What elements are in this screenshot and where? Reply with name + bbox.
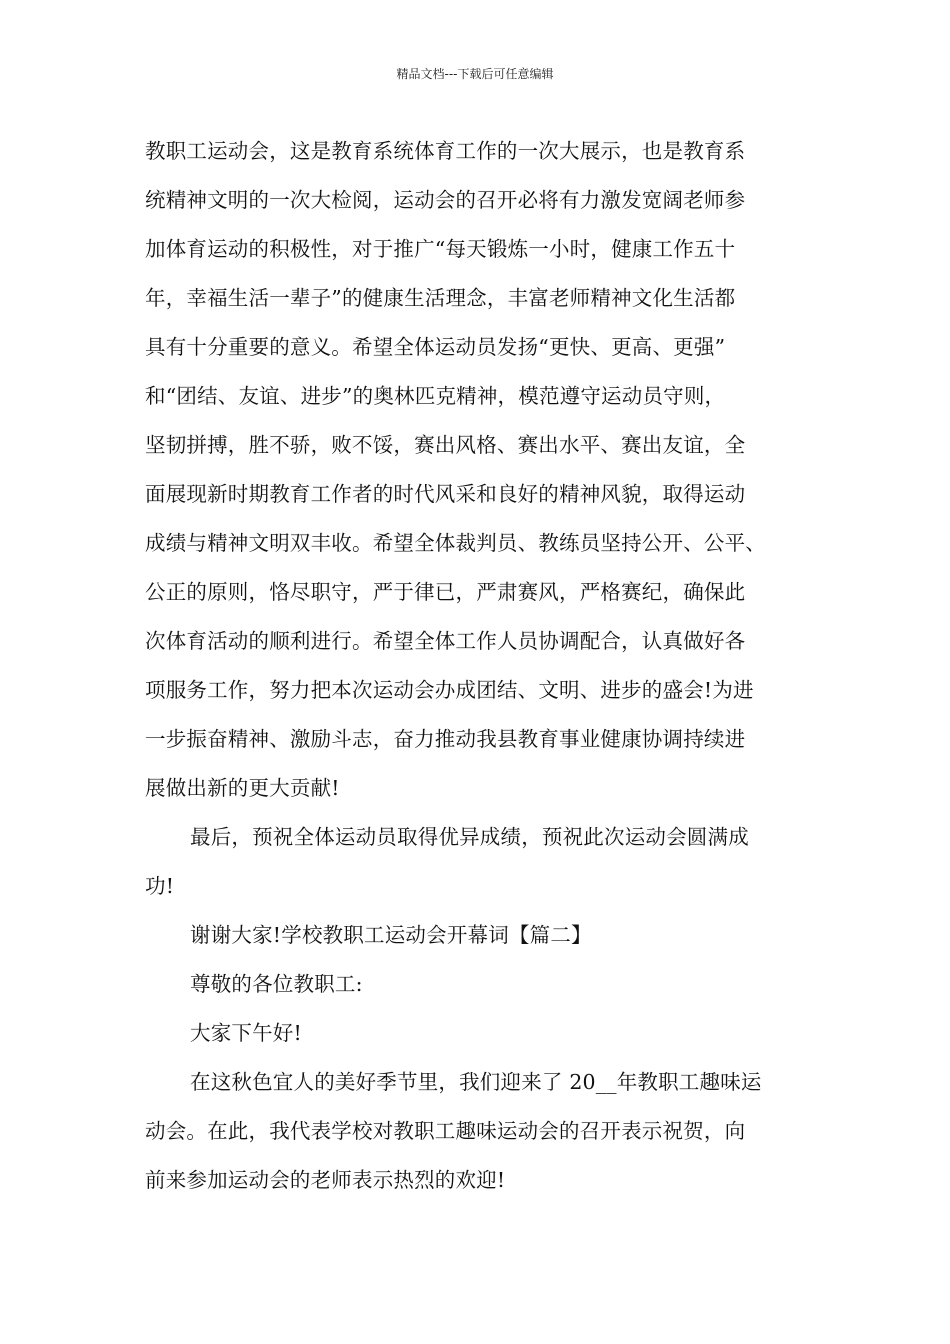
text-line: 教职工运动会，这是教育系统体育工作的一次大展示，也是教育系 bbox=[145, 139, 746, 163]
text-line: 次体育活动的顺利进行。希望全体工作人员协调配合，认真做好各 bbox=[145, 629, 746, 653]
text-line: 和“团结、友谊、进步”的奥林匹克精神，模范遵守运动员守则， bbox=[145, 384, 726, 408]
text-line: 最后，预祝全体运动员取得优异成绩，预祝此次运动会圆满成 bbox=[190, 825, 749, 849]
text-line: 具有十分重要的意义。希望全体运动员发扬“更快、更高、更强” bbox=[145, 335, 726, 359]
section-heading: 谢谢大家!学校教职工运动会开幕词【篇二】 bbox=[190, 923, 592, 947]
text-line: 在这秋色宜人的美好季节里，我们迎来了 20__年教职工趣味运 bbox=[190, 1070, 762, 1094]
salutation: 尊敬的各位教职工: bbox=[190, 972, 363, 996]
greeting: 大家下午好! bbox=[190, 1021, 302, 1045]
text-line: 项服务工作，努力把本次运动会办成团结、文明、进步的盛会!为进 bbox=[145, 678, 754, 702]
text-line: 面展现新时期教育工作者的时代风采和良好的精神风貌，取得运动 bbox=[145, 482, 746, 506]
page-header: 精品文档---下载后可任意编辑 bbox=[396, 67, 554, 81]
text-line: 前来参加运动会的老师表示热烈的欢迎! bbox=[145, 1168, 506, 1192]
text-line: 动会。在此，我代表学校对教职工趣味运动会的召开表示祝贺，向 bbox=[145, 1119, 746, 1143]
text-line: 公正的原则，恪尽职守，严于律已，严肃赛风，严格赛纪，确保此 bbox=[145, 580, 746, 604]
text-line: 坚韧拼搏，胜不骄，败不馁，赛出风格、赛出水平、赛出友谊，全 bbox=[145, 433, 746, 457]
text-line: 统精神文明的一次大检阅，运动会的召开必将有力激发宽阔老师参 bbox=[145, 188, 746, 212]
text-line: 加体育运动的积极性，对于推广“每天锻炼一小时，健康工作五十 bbox=[145, 237, 736, 261]
text-line: 年，幸福生活一辈子”的健康生活理念，丰富老师精神文化生活都 bbox=[145, 286, 736, 310]
text-line: 一步振奋精神、激励斗志，奋力推动我县教育事业健康协调持续进 bbox=[145, 727, 746, 751]
text-line: 展做出新的更大贡献! bbox=[145, 776, 340, 800]
text-line: 成绩与精神文明双丰收。希望全体裁判员、教练员坚持公开、公平、 bbox=[145, 531, 766, 555]
document-body bbox=[145, 127, 815, 1205]
text-line: 功! bbox=[145, 874, 175, 898]
